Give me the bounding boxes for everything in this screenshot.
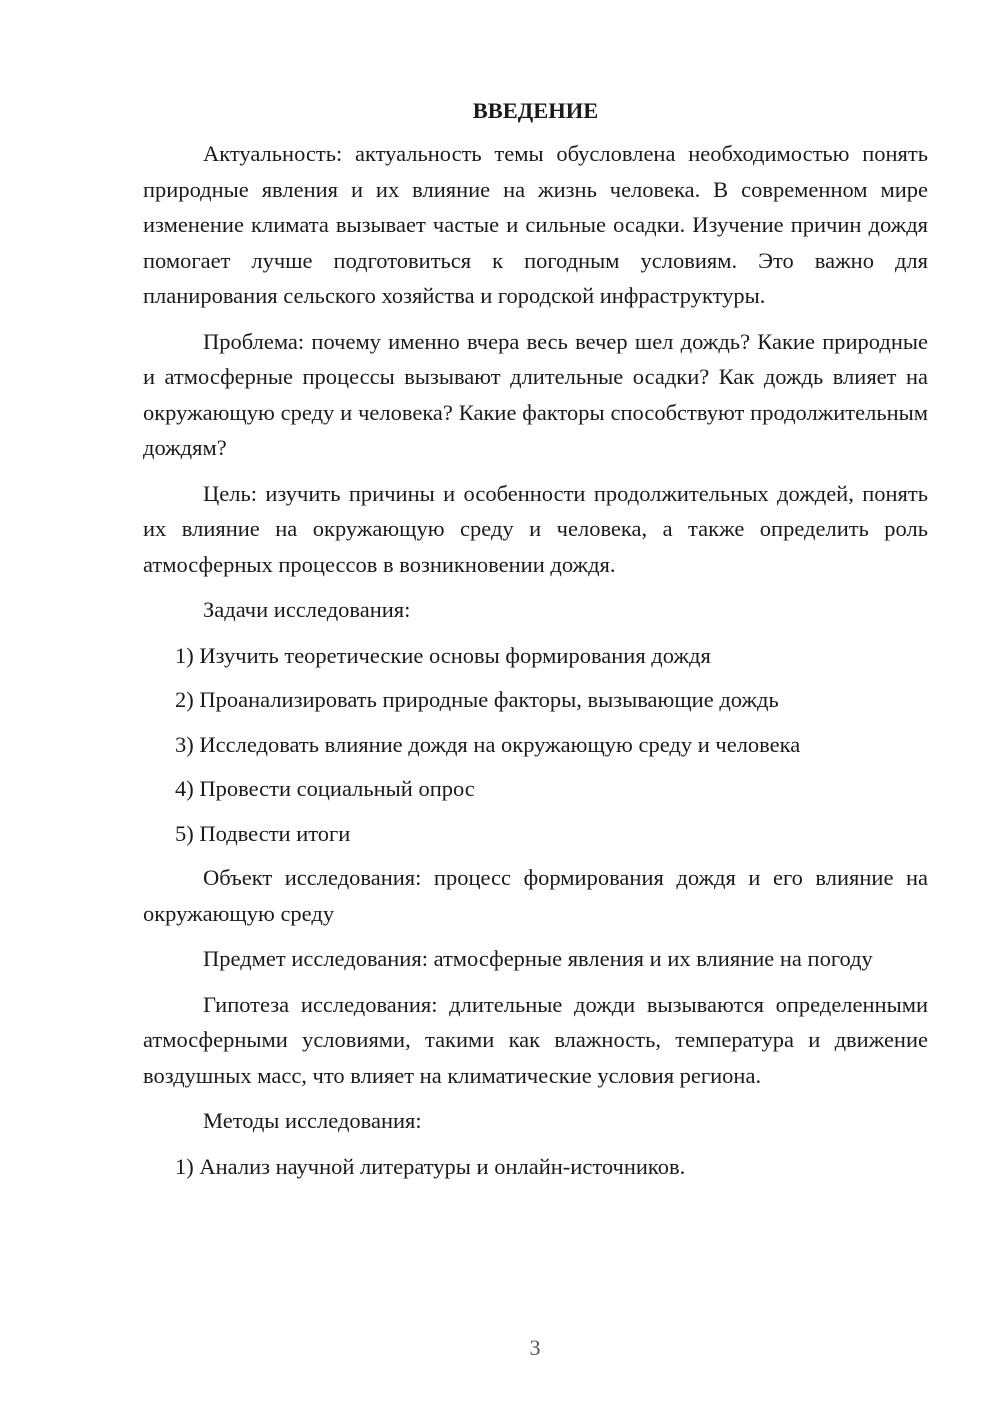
task-item-4: 4) Провести социальный опрос: [175, 776, 475, 801]
methods-heading: Методы исследования:: [203, 1108, 422, 1133]
goal-paragraph: Цель: изучить причины и особенности продолжительных дождей, понять их влияние на окружающую среду и человека, а также определить роль атмосферных процессов в возникновении дождя.: [143, 480, 928, 577]
document-content: [143, 96, 928, 1193]
tasks-heading: Задачи исследования:: [203, 597, 411, 622]
task-item-2: 2) Проанализировать природные факторы, вызывающие дождь: [175, 687, 779, 712]
task-item-1: 1) Изучить теоретические основы формирования дождя: [175, 642, 711, 668]
hypothesis-paragraph: Гипотеза исследования: длительные дожди вызываются определенными атмосферными условиями, такими как влажность, температура и движение воздушных масс, что влияет на климатические условия региона.: [143, 991, 928, 1088]
task-item-3: 3) Исследовать влияние дождя на окружающую среду и человека: [175, 731, 801, 757]
relevance-paragraph: Актуальность: актуальность темы обусловлена необходимостью понять природные явления и их влияние на жизнь человека. В современном мире изменение климата вызывает частые и сильные осадки. Изучение причин дождя помогает лучше подготовиться к погодным условиям. Это важно для планирования сельского хозяйства и городской инфраструктуры.: [143, 141, 928, 308]
method-item-1: 1) Анализ научной литературы и онлайн-источников.: [175, 1153, 686, 1179]
object-paragraph: Объект исследования: процесс формирования дождя и его влияние на окружающую среду: [143, 865, 928, 926]
task-item-5: 5) Подвести итоги: [175, 820, 351, 846]
subject-paragraph: Предмет исследования: атмосферные явления и их влияние на погоду: [203, 946, 873, 971]
page-number: 3: [529, 1335, 541, 1360]
problem-paragraph: Проблема: почему именно вчера весь вечер шел дождь? Какие природные и атмосферные процессы вызывают длительные осадки? Как дождь влияет на окружающую среду и человека? Какие факторы способствуют продолжительным дождям?: [143, 328, 928, 460]
section-title: ВВЕДЕНИЕ: [472, 98, 599, 123]
